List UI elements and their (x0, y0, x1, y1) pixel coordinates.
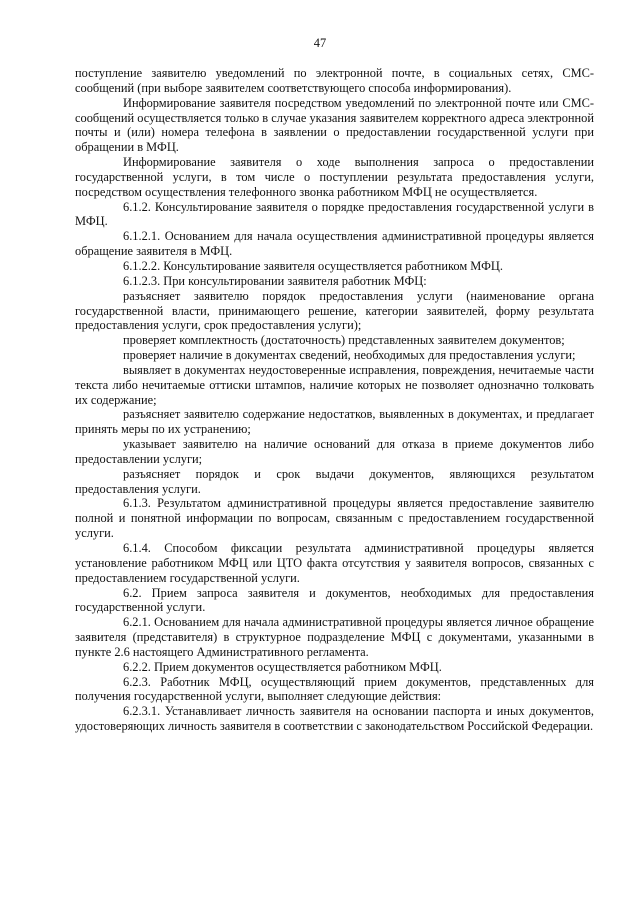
paragraph: 6.2.3.1. Устанавливает личность заявителя на основании паспорта и иных документов, удостоверяющих личность заявителя в соответствии с законодательством Российской Федерации. (75, 704, 594, 734)
document-body (75, 66, 594, 734)
paragraph: 6.1.3. Результатом административной процедуры является предоставление заявителю полной и понятной информации по вопросам, связанным с предоставлением государственной услуги. (75, 496, 594, 541)
paragraph: 6.1.2.1. Основанием для начала осуществления административной процедуры является обращение заявителя в МФЦ. (75, 229, 594, 259)
paragraph: поступление заявителю уведомлений по электронной почте, в социальных сетях, СМС-сообщений (при выборе заявителем соответствующего способа информирования). (75, 66, 594, 95)
list-item: разъясняет порядок и срок выдачи документов, являющихся результатом предоставления услуги. (75, 466, 594, 496)
paragraph: 6.1.2.2. Консультирование заявителя осуществляется работником МФЦ. (123, 258, 503, 273)
list-item: проверяет наличие в документах сведений, необходимых для предоставления услуги; (123, 348, 576, 363)
paragraph: 6.2.3. Работник МФЦ, осуществляющий прием документов, представленных для получения государственной услуги, выполняет следующие действия: (75, 674, 594, 704)
list-item: разъясняет заявителю содержание недостатков, выявленных в документах, и предлагает принять меры по их устранению; (75, 407, 594, 437)
page-number: 47 (313, 36, 327, 50)
list-item: разъясняет заявителю порядок предоставления услуги (наименование органа государственной власти, принимающего решение, категории заявителей, форму результата предоставления услуги, срок предоставления услуги); (75, 288, 594, 333)
paragraph: 6.2.1. Основанием для начала административной процедуры является личное обращение заявителя (представителя) в структурное подразделение МФЦ с документами, указанными в пункте 2.6 настоящего Административного регламента. (75, 615, 594, 659)
paragraph: 6.2.2. Прием документов осуществляется работником МФЦ. (123, 659, 442, 674)
list-item: проверяет комплектность (достаточность) представленных заявителем документов; (123, 333, 565, 348)
section-heading: 6.1.2. Консультирование заявителя о порядке предоставления государственной услуги в МФЦ. (75, 199, 594, 229)
paragraph: Информирование заявителя посредством уведомлений по электронной почте или СМС-сообщений осуществляется только в случае указания заявителем корректного адреса электронной почты и (или) номера телефона в заявлении о предоставлении государственной услуги при обращении в МФЦ. (75, 95, 594, 155)
paragraph: 6.1.4. Способом фиксации результата административной процедуры является установление работником МФЦ или ЦТО факта отсутствия у заявителя вопросов, связанных с предоставлением государственной услуги. (75, 541, 594, 585)
section-heading: 6.2. Прием запроса заявителя и документов, необходимых для предоставления государственной услуги. (75, 585, 594, 615)
paragraph: Информирование заявителя о ходе выполнения запроса о предоставлении государственной услуги, в том числе о поступлении результата предоставления услуги, посредством осуществления телефонного звонка работником МФЦ не осуществляется. (75, 155, 594, 199)
list-item: указывает заявителю на наличие оснований для отказа в приеме документов либо предоставлении услуги; (75, 437, 594, 466)
paragraph: 6.1.2.3. При консультировании заявителя работник МФЦ: (123, 273, 427, 288)
list-item: выявляет в документах неудостоверенные исправления, повреждения, нечитаемые части текста либо нечитаемые оттиски штампов, наличие которых не позволяет однозначно толковать их содержание; (75, 362, 594, 407)
